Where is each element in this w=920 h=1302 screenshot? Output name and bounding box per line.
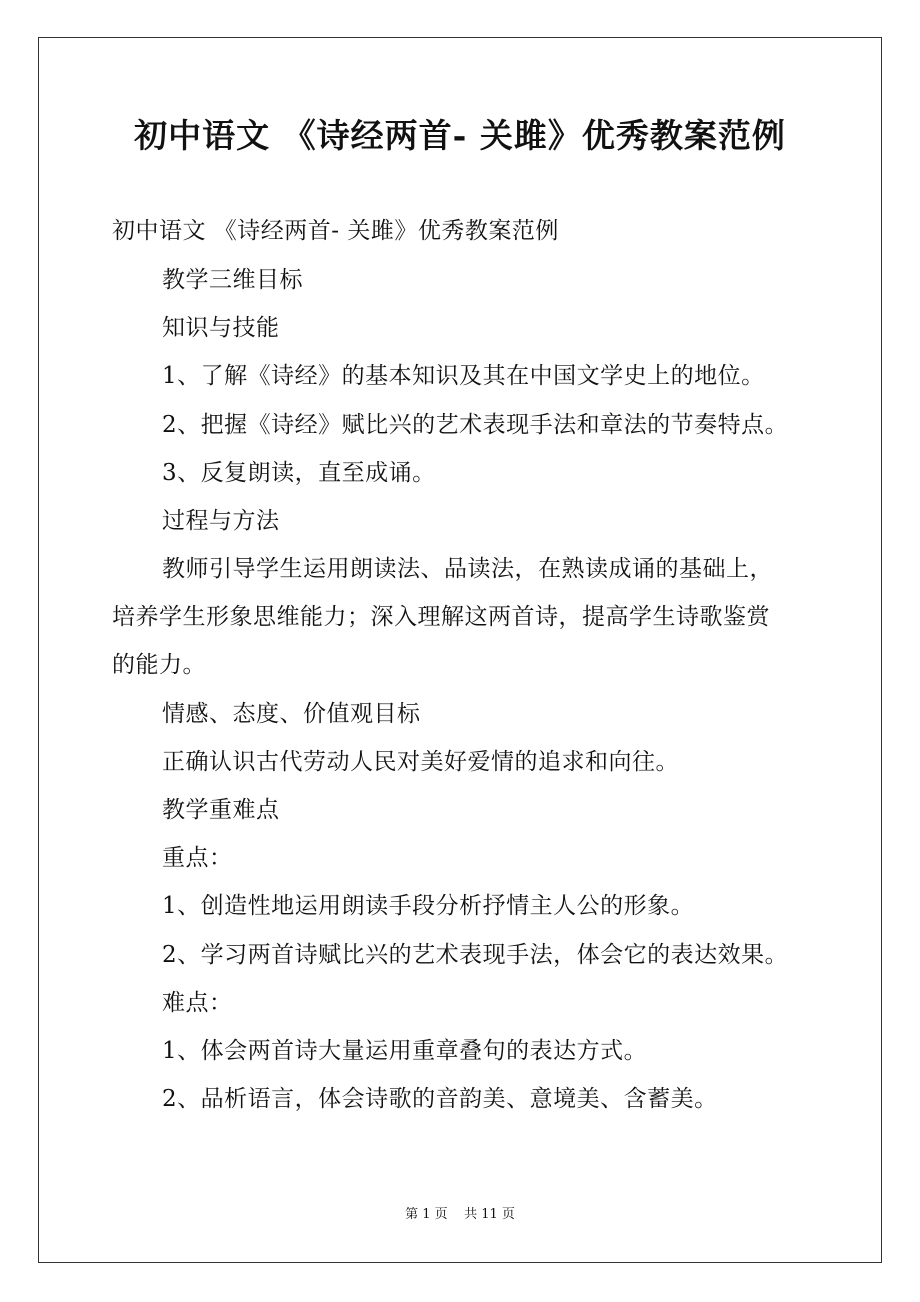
paragraph-line: 的能力。: [112, 652, 206, 678]
section-heading: 情感、态度、价值观目标: [162, 701, 421, 727]
paragraph-line: 正确认识古代劳动人民对美好爱情的追求和向往。: [162, 749, 679, 775]
list-item: 3、反复朗读，直至成诵。: [162, 460, 436, 486]
paragraph-line: 培养学生形象思维能力；深入理解这两首诗，提高学生诗歌鉴赏: [112, 604, 770, 630]
list-item: 1、创造性地运用朗读手段分析抒情主人公的形象。: [162, 893, 695, 919]
section-heading: 教学重难点: [162, 797, 280, 823]
list-item: 1、了解《诗经》的基本知识及其在中国文学史上的地位。: [162, 363, 765, 389]
subsection-heading: 难点：: [162, 990, 233, 1016]
list-item: 1、体会两首诗大量运用重章叠句的表达方式。: [162, 1038, 648, 1064]
list-item: 2、品析语言，体会诗歌的音韵美、意境美、含蓄美。: [162, 1086, 718, 1112]
section-heading: 过程与方法: [162, 508, 280, 534]
list-item: 2、学习两首诗赋比兴的艺术表现手法，体会它的表达效果。: [162, 942, 789, 968]
subtitle-line: 初中语文 《诗经两首- 关雎》优秀教案范例: [112, 218, 559, 244]
subsection-heading: 重点：: [162, 845, 233, 871]
paragraph-line: 教师引导学生运用朗读法、品读法，在熟读成诵的基础上，: [162, 556, 773, 582]
section-heading: 教学三维目标: [162, 267, 303, 293]
document-title: 初中语文 《诗经两首- 关雎》优秀教案范例: [134, 116, 786, 155]
page-number-footer: 第 1 页 共 11 页: [405, 1207, 515, 1222]
list-item: 2、把握《诗经》赋比兴的艺术表现手法和章法的节奏特点。: [162, 412, 789, 438]
section-heading: 知识与技能: [162, 315, 280, 341]
